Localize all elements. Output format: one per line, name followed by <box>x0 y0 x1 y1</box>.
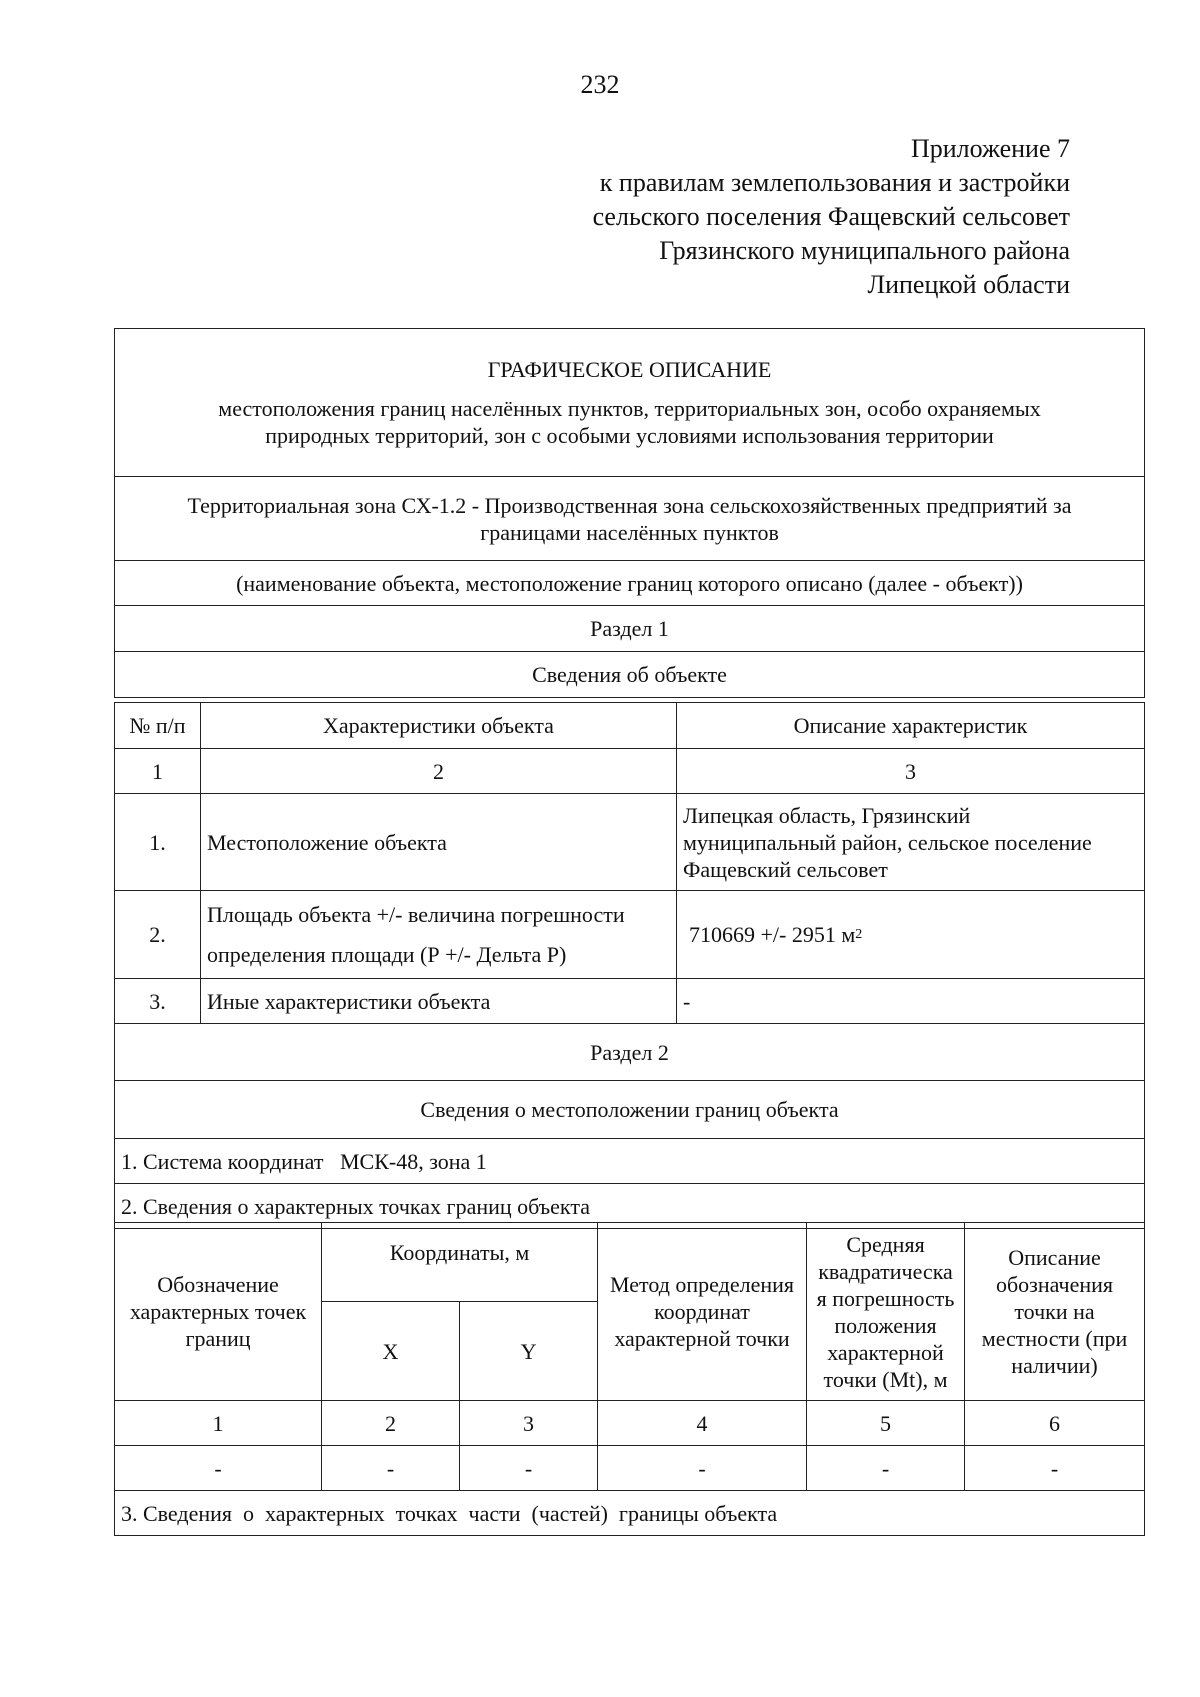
col-method <box>598 1223 807 1401</box>
coord-system: 1. Система координат МСК-48, зона 1 <box>115 1139 1145 1184</box>
object-caption: (наименование объекта, местоположение границ которого описано (далее - объект)) <box>115 561 1145 606</box>
description-line: Липецкая область, Грязинский <box>683 802 971 828</box>
section2-title: Сведения о местоположении границ объекта <box>115 1081 1145 1139</box>
form-subtitle <box>121 395 1138 449</box>
header-line: Метод определения <box>609 1272 795 1297</box>
header-line: Описание <box>1008 1245 1101 1270</box>
header-line: Обозначение <box>157 1272 279 1297</box>
unit-superscript: 2 <box>855 927 863 942</box>
col-x: X <box>322 1302 460 1401</box>
appendix-block <box>593 132 1070 302</box>
row-num: 1. <box>115 794 201 891</box>
table-cell: - <box>322 1446 460 1491</box>
row-characteristic <box>201 891 677 979</box>
appendix-line: Грязинского муниципального района <box>659 236 1070 265</box>
col-point-description <box>965 1223 1145 1401</box>
table-cell: - <box>965 1446 1145 1491</box>
row-description <box>677 794 1145 891</box>
col-error <box>807 1223 965 1401</box>
row-characteristic: Местоположение объекта <box>201 794 677 891</box>
table-cell: - <box>115 1446 322 1491</box>
col-header-num: № п/п <box>115 703 201 749</box>
table-row <box>115 794 1145 891</box>
header-line: характерных точек <box>129 1299 307 1324</box>
header-line: обозначения <box>995 1272 1114 1297</box>
header-line: координат <box>654 1299 750 1324</box>
col-y: Y <box>460 1302 598 1401</box>
page-number: 232 <box>580 70 620 99</box>
header-line: точки (Mt), м <box>823 1366 948 1392</box>
table-row <box>115 979 1145 1024</box>
col-header-characteristic: Характеристики объекта <box>201 703 677 749</box>
col-header-description: Описание характеристик <box>677 703 1145 749</box>
col-designation <box>115 1223 322 1401</box>
section1-table <box>114 702 1145 1229</box>
header-line: характерной <box>827 1339 944 1365</box>
row-description <box>677 891 1145 979</box>
col-coordinates: Координаты, м <box>322 1223 598 1302</box>
col-number: 5 <box>807 1401 965 1446</box>
form-title: ГРАФИЧЕСКОЕ ОПИСАНИЕ <box>487 357 772 382</box>
subtitle-line: местоположения границ населённых пунктов, территориальных зон, особо охраняемых <box>218 396 1041 421</box>
table-cell: - <box>807 1446 965 1491</box>
header-line: квадратическа <box>818 1258 953 1284</box>
parts-heading: 3. Сведения о характерных точках части (частей) границы объекта <box>115 1491 1145 1536</box>
row-num: 3. <box>115 979 201 1024</box>
object-name-line: границами населённых пунктов <box>480 519 779 545</box>
header-line: границ <box>185 1326 251 1351</box>
table-row <box>115 891 1145 979</box>
section2-label: Раздел 2 <box>115 1024 1145 1081</box>
subtitle-line: природных территорий, зон с особыми условиями использования территории <box>265 423 994 448</box>
table-cell: - <box>460 1446 598 1491</box>
header-line: точки на <box>1014 1299 1095 1324</box>
appendix-line: Липецкой области <box>867 270 1070 299</box>
appendix-line: к правилам землепользования и застройки <box>599 168 1070 197</box>
section1-label: Раздел 1 <box>115 606 1145 652</box>
row-num: 2. <box>115 891 201 979</box>
object-name-line: Территориальная зона СХ-1.2 - Производственная зона сельскохозяйственных предприятий за <box>187 492 1072 518</box>
col-number: 1 <box>115 749 201 794</box>
appendix-line: Приложение 7 <box>910 134 1070 163</box>
table-cell: - <box>598 1446 807 1491</box>
col-number: 1 <box>115 1401 322 1446</box>
header-line: Средняя <box>846 1231 925 1257</box>
object-name <box>115 477 1145 561</box>
col-number: 6 <box>965 1401 1145 1446</box>
form-header <box>115 329 1145 477</box>
header-line: характерной точки <box>614 1326 790 1351</box>
header-line: наличии) <box>1011 1353 1098 1378</box>
header-line: местности (при <box>981 1326 1128 1351</box>
row-characteristic: Иные характеристики объекта <box>201 979 677 1024</box>
points-table <box>114 1222 1145 1536</box>
row-description: - <box>677 979 1145 1024</box>
col-number: 2 <box>201 749 677 794</box>
description-line: Фащевский сельсовет <box>683 856 888 882</box>
description-line: муниципальный район, сельское поселение <box>683 829 1092 855</box>
section1-title: Сведения об объекте <box>115 652 1145 698</box>
appendix-line: сельского поселения Фащевский сельсовет <box>592 202 1070 231</box>
header-line: я погрешность <box>816 1285 955 1311</box>
col-number: 3 <box>677 749 1145 794</box>
graphic-description-form <box>114 328 1145 698</box>
header-line: положения <box>834 1312 937 1338</box>
points-heading: 2. Сведения о характерных точках границ объекта <box>115 1184 1145 1229</box>
col-number: 4 <box>598 1401 807 1446</box>
table-row <box>115 1446 1145 1491</box>
characteristic-line: Площадь объекта +/- величина погрешности <box>207 901 625 927</box>
characteristic-line: определения площади (Р +/- Дельта Р) <box>207 941 567 967</box>
area-value: 710669 +/- 2951 м <box>689 922 856 947</box>
col-number: 2 <box>322 1401 460 1446</box>
col-number: 3 <box>460 1401 598 1446</box>
